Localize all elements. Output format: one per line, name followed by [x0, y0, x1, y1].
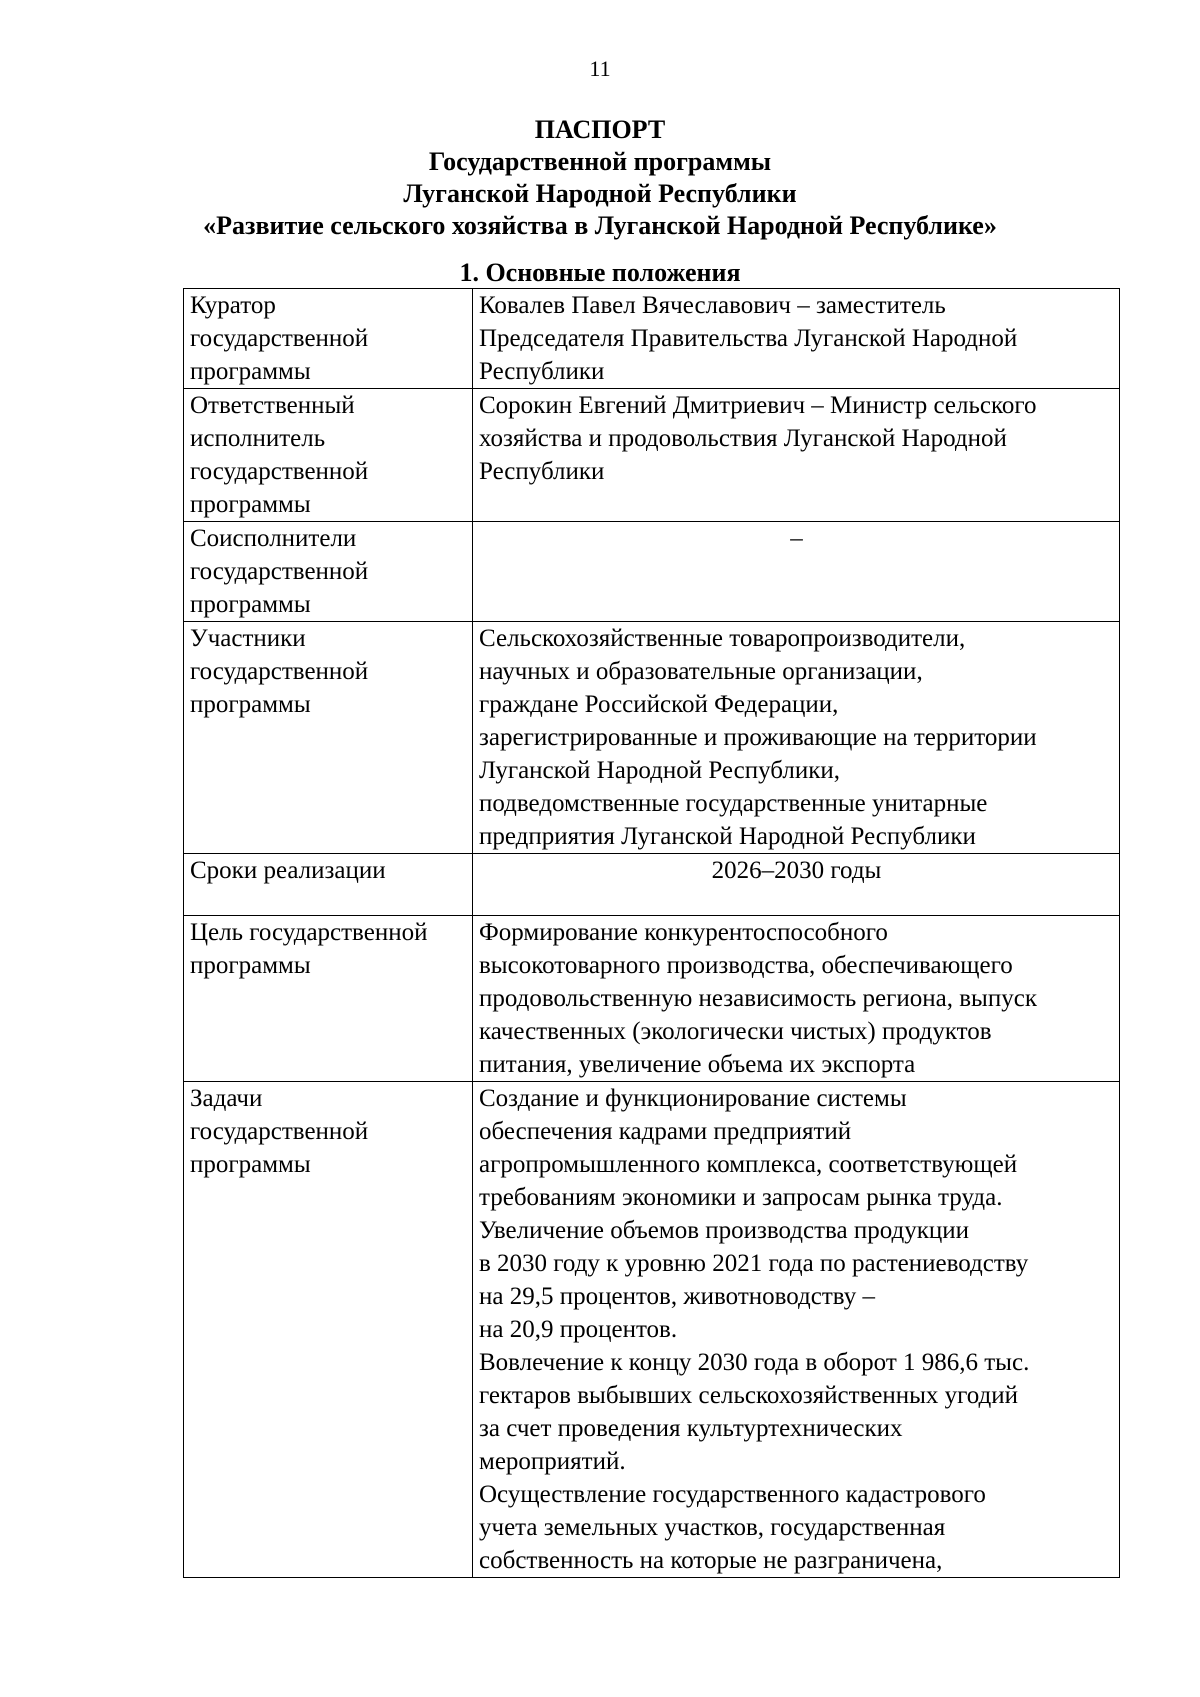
- row-label: [184, 622, 473, 854]
- value-line: Создание и функционирование системы: [479, 1085, 907, 1112]
- title-line-2: Государственной программы: [428, 147, 772, 176]
- label-line: Ответственный: [190, 392, 355, 419]
- value-line: предприятия Луганской Народной Республики: [479, 823, 976, 850]
- row-value: [473, 389, 1120, 522]
- table-row-goal: [184, 916, 1120, 1082]
- label-line: государственной: [190, 325, 369, 352]
- value-line: –: [790, 525, 803, 552]
- value-line: за счет проведения культуртехнических: [479, 1415, 903, 1442]
- value-line: продовольственную независимость региона, выпуск: [479, 985, 1037, 1012]
- value-line: обеспечения кадрами предприятий: [479, 1118, 852, 1145]
- table-row-co-executors: [184, 522, 1120, 622]
- value-line: Республики: [479, 358, 605, 385]
- value-line: Осуществление государственного кадастрового: [479, 1481, 986, 1508]
- label-line: Куратор: [190, 292, 276, 319]
- page-number: 11: [589, 56, 611, 81]
- value-line: Сорокин Евгений Дмитриевич – Министр сельского: [479, 392, 1037, 419]
- value-line: хозяйства и продовольствия Луганской Народной: [479, 425, 1007, 452]
- value-line: научных и образовательные организации,: [479, 658, 923, 685]
- row-value: [473, 289, 1120, 389]
- label-line: Участники: [190, 625, 306, 652]
- label-line: программы: [190, 358, 311, 385]
- row-value: [473, 622, 1120, 854]
- label-line: государственной: [190, 458, 369, 485]
- value-line: собственность на которые не разграничена,: [479, 1547, 943, 1574]
- title-line-1: ПАСПОРТ: [534, 115, 666, 144]
- value-line: граждане Российской Федерации,: [479, 691, 839, 718]
- row-value: [473, 1082, 1120, 1578]
- title-line-4: «Развитие сельского хозяйства в Луганской Народной Республике»: [203, 211, 997, 240]
- row-value: [473, 522, 1120, 622]
- table-row-implementation-period: [184, 854, 1120, 916]
- table-row-responsible-executor: [184, 389, 1120, 522]
- label-line: Цель государственной: [190, 919, 428, 946]
- document-title: [0, 114, 1200, 242]
- passport-table: [183, 288, 1120, 1578]
- value-line: Луганской Народной Республики,: [479, 757, 840, 784]
- value-line: агропромышленного комплекса, соответствующей: [479, 1151, 1018, 1178]
- table-row-participants: [184, 622, 1120, 854]
- label-line: государственной: [190, 1118, 369, 1145]
- label-line: программы: [190, 591, 311, 618]
- value-line: мероприятий.: [479, 1448, 626, 1475]
- row-value: [473, 854, 1120, 916]
- row-label: [184, 1082, 473, 1578]
- row-value: [473, 916, 1120, 1082]
- value-line: подведомственные государственные унитарные: [479, 790, 988, 817]
- value-line: в 2030 году к уровню 2021 года по растениеводству: [479, 1250, 1029, 1277]
- value-line: учета земельных участков, государственная: [479, 1514, 946, 1541]
- label-line: государственной: [190, 658, 369, 685]
- row-label: [184, 389, 473, 522]
- label-line: Задачи: [190, 1085, 263, 1112]
- label-line: программы: [190, 1151, 311, 1178]
- value-line: 2026–2030 годы: [711, 857, 882, 884]
- label-line: государственной: [190, 558, 369, 585]
- value-line: Вовлечение к концу 2030 года в оборот 1 986,6 тыс.: [479, 1349, 1030, 1376]
- value-line: на 29,5 процентов, животноводству –: [479, 1283, 875, 1310]
- value-line: гектаров выбывших сельскохозяйственных угодий: [479, 1382, 1019, 1409]
- value-line: качественных (экологически чистых) продуктов: [479, 1018, 992, 1045]
- value-line: высокотоварного производства, обеспечивающего: [479, 952, 1013, 979]
- label-line: программы: [190, 952, 311, 979]
- value-line: Ковалев Павел Вячеславович – заместитель: [479, 292, 946, 319]
- label-line: Сроки реализации: [190, 857, 386, 884]
- value-line: Председателя Правительства Луганской Народной: [479, 325, 1018, 352]
- value-line: Республики: [479, 458, 605, 485]
- label-line: Соисполнители: [190, 525, 357, 552]
- value-line: Формирование конкурентоспособного: [479, 919, 888, 946]
- table-row-tasks: [184, 1082, 1120, 1578]
- label-line: программы: [190, 491, 311, 518]
- row-label: [184, 289, 473, 389]
- label-line: исполнитель: [190, 425, 326, 452]
- value-line: требованиям экономики и запросам рынка труда.: [479, 1184, 1003, 1211]
- value-line: Сельскохозяйственные товаропроизводители,: [479, 625, 966, 652]
- row-label: [184, 854, 473, 916]
- table-row-curator: [184, 289, 1120, 389]
- value-line: на 20,9 процентов.: [479, 1316, 678, 1343]
- section-title: 1. Основные положения: [459, 258, 741, 287]
- label-line: программы: [190, 691, 311, 718]
- row-label: [184, 522, 473, 622]
- value-line: Увеличение объемов производства продукции: [479, 1217, 970, 1244]
- row-label: [184, 916, 473, 1082]
- value-line: зарегистрированные и проживающие на территории: [479, 724, 1037, 751]
- title-line-3: Луганской Народной Республики: [403, 179, 797, 208]
- value-line: питания, увеличение объема их экспорта: [479, 1051, 916, 1078]
